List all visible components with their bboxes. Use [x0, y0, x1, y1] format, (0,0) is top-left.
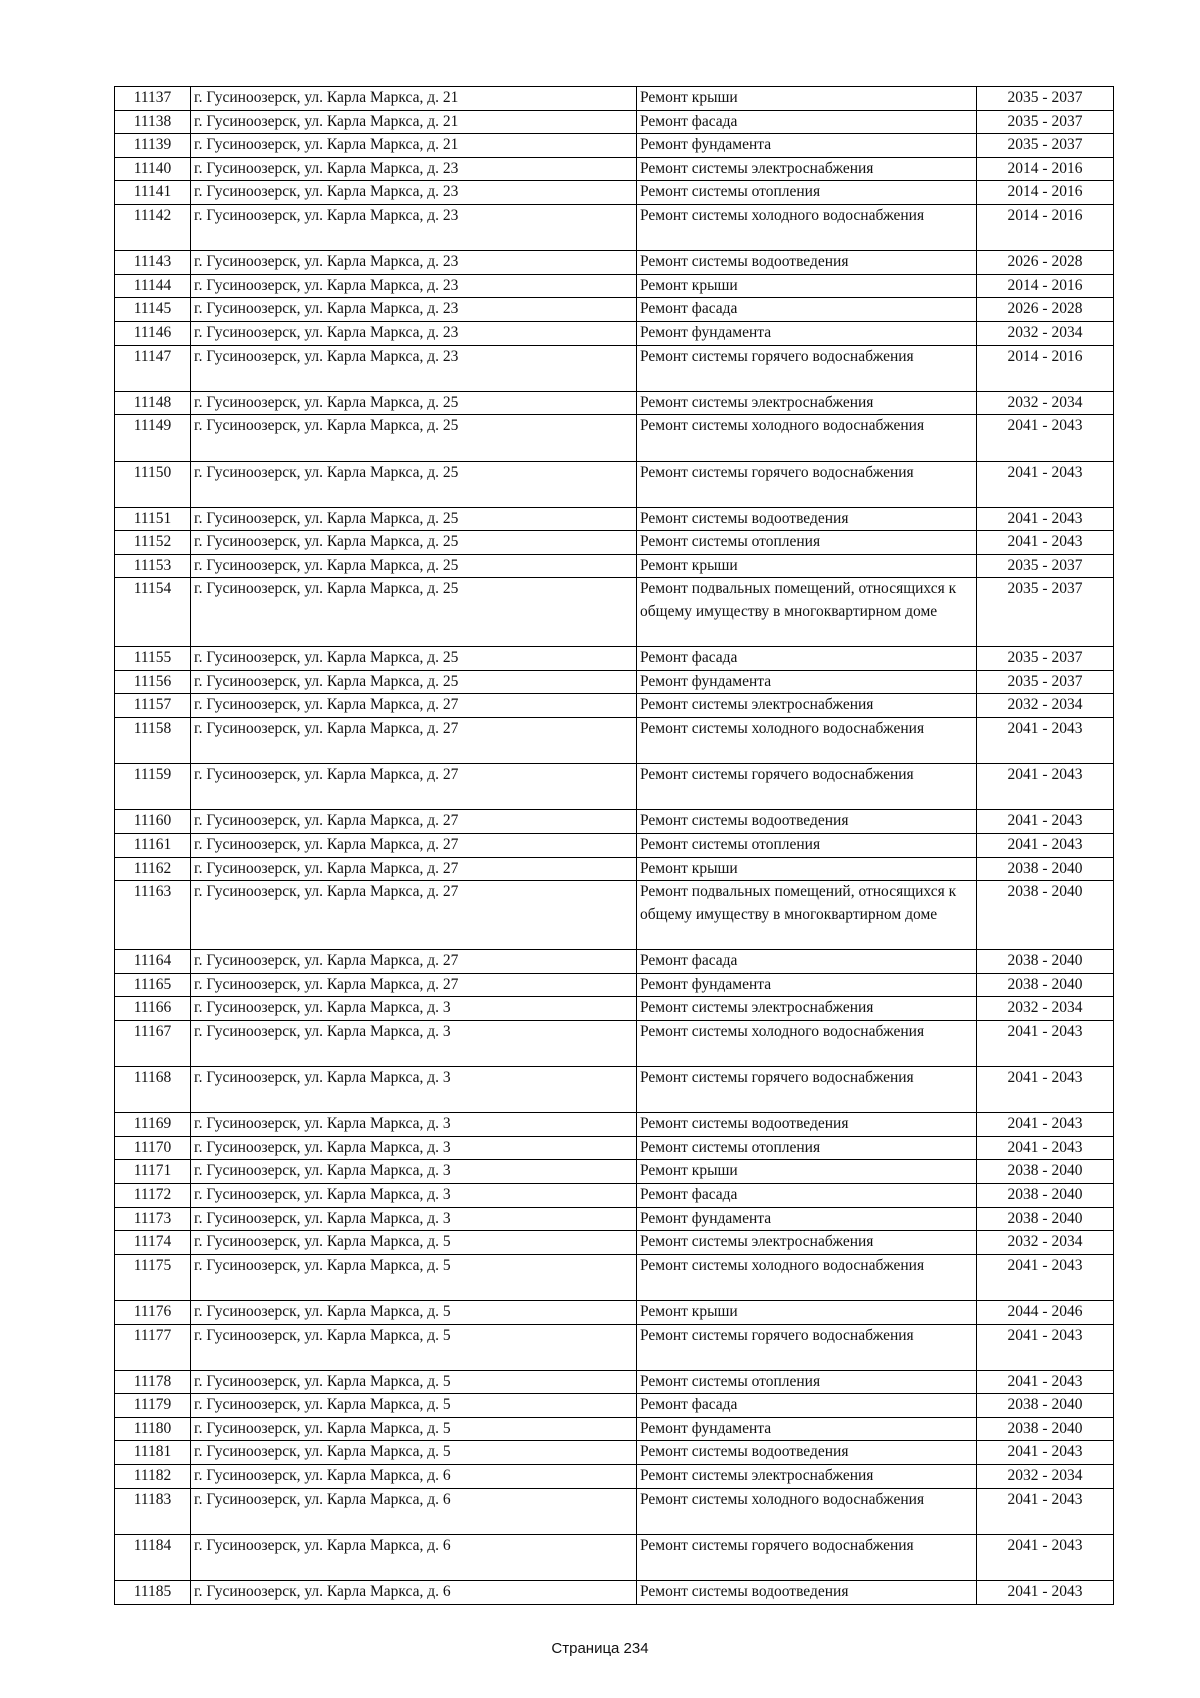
table-row: [115, 1300, 1114, 1324]
row-work-type: Ремонт системы отопления: [637, 1136, 977, 1160]
row-period: 2038 - 2040: [977, 857, 1114, 881]
row-period: 2041 - 2043: [977, 1370, 1114, 1394]
row-number: 11140: [115, 157, 191, 181]
row-period: 2041 - 2043: [977, 1581, 1114, 1605]
row-number: 11167: [115, 1020, 191, 1066]
row-period: 2032 - 2034: [977, 1465, 1114, 1489]
row-number: 11183: [115, 1488, 191, 1534]
row-address: г. Гусиноозерск, ул. Карла Маркса, д. 23: [191, 204, 637, 250]
table-row: [115, 578, 1114, 647]
row-address: г. Гусиноозерск, ул. Карла Маркса, д. 25: [191, 461, 637, 507]
table-row: [115, 1417, 1114, 1441]
row-number: 11154: [115, 578, 191, 647]
row-address: г. Гусиноозерск, ул. Карла Маркса, д. 25: [191, 415, 637, 461]
row-work-type: Ремонт системы горячего водоснабжения: [637, 1324, 977, 1370]
row-work-type: Ремонт системы электроснабжения: [637, 157, 977, 181]
row-number: 11138: [115, 110, 191, 134]
row-number: 11146: [115, 321, 191, 345]
row-address: г. Гусиноозерск, ул. Карла Маркса, д. 21: [191, 110, 637, 134]
row-number: 11166: [115, 997, 191, 1021]
row-address: г. Гусиноозерск, ул. Карла Маркса, д. 3: [191, 1183, 637, 1207]
row-period: 2041 - 2043: [977, 718, 1114, 764]
row-number: 11174: [115, 1231, 191, 1255]
row-work-type: Ремонт системы отопления: [637, 531, 977, 555]
row-period: 2032 - 2034: [977, 1231, 1114, 1255]
row-address: г. Гусиноозерск, ул. Карла Маркса, д. 27: [191, 764, 637, 810]
row-work-type: Ремонт системы водоотведения: [637, 1113, 977, 1137]
row-work-type: Ремонт фасада: [637, 647, 977, 671]
row-number: 11153: [115, 554, 191, 578]
row-number: 11139: [115, 134, 191, 158]
row-address: г. Гусиноозерск, ул. Карла Маркса, д. 23: [191, 181, 637, 205]
row-address: г. Гусиноозерск, ул. Карла Маркса, д. 5: [191, 1394, 637, 1418]
row-address: г. Гусиноозерск, ул. Карла Маркса, д. 27: [191, 834, 637, 858]
row-work-type: Ремонт системы электроснабжения: [637, 1465, 977, 1489]
row-work-type: Ремонт фундамента: [637, 670, 977, 694]
row-address: г. Гусиноозерск, ул. Карла Маркса, д. 27: [191, 881, 637, 950]
row-period: 2026 - 2028: [977, 251, 1114, 275]
table-row: [115, 810, 1114, 834]
row-address: г. Гусиноозерск, ул. Карла Маркса, д. 3: [191, 1066, 637, 1112]
row-period: 2041 - 2043: [977, 1534, 1114, 1580]
table-row: [115, 204, 1114, 250]
row-address: г. Гусиноозерск, ул. Карла Маркса, д. 27: [191, 694, 637, 718]
row-number: 11137: [115, 87, 191, 111]
row-period: 2032 - 2034: [977, 997, 1114, 1021]
row-address: г. Гусиноозерск, ул. Карла Маркса, д. 25: [191, 554, 637, 578]
table-row: [115, 345, 1114, 391]
table-row: [115, 1581, 1114, 1605]
row-number: 11169: [115, 1113, 191, 1137]
table-row: [115, 1324, 1114, 1370]
row-work-type: Ремонт системы горячего водоснабжения: [637, 461, 977, 507]
row-work-type: Ремонт системы горячего водоснабжения: [637, 764, 977, 810]
table-row: [115, 134, 1114, 158]
row-number: 11141: [115, 181, 191, 205]
table-row: [115, 321, 1114, 345]
row-period: 2038 - 2040: [977, 973, 1114, 997]
row-period: 2026 - 2028: [977, 298, 1114, 322]
row-period: 2035 - 2037: [977, 647, 1114, 671]
table-row: [115, 1136, 1114, 1160]
row-address: г. Гусиноозерск, ул. Карла Маркса, д. 23: [191, 251, 637, 275]
row-work-type: Ремонт системы горячего водоснабжения: [637, 1066, 977, 1112]
row-work-type: Ремонт системы отопления: [637, 1370, 977, 1394]
table-row: [115, 251, 1114, 275]
row-number: 11158: [115, 718, 191, 764]
row-period: 2041 - 2043: [977, 764, 1114, 810]
row-work-type: Ремонт подвальных помещений, относящихся к общему имуществу в многоквартирном доме: [637, 881, 977, 950]
row-address: г. Гусиноозерск, ул. Карла Маркса, д. 25: [191, 507, 637, 531]
table-row: [115, 415, 1114, 461]
row-number: 11145: [115, 298, 191, 322]
row-number: 11149: [115, 415, 191, 461]
table-row: [115, 298, 1114, 322]
row-work-type: Ремонт системы водоотведения: [637, 1581, 977, 1605]
row-work-type: Ремонт крыши: [637, 554, 977, 578]
row-period: 2041 - 2043: [977, 1113, 1114, 1137]
row-address: г. Гусиноозерск, ул. Карла Маркса, д. 21: [191, 87, 637, 111]
row-address: г. Гусиноозерск, ул. Карла Маркса, д. 6: [191, 1488, 637, 1534]
row-address: г. Гусиноозерск, ул. Карла Маркса, д. 25: [191, 391, 637, 415]
table-row: [115, 1370, 1114, 1394]
table-row: [115, 1465, 1114, 1489]
row-work-type: Ремонт крыши: [637, 87, 977, 111]
row-period: 2035 - 2037: [977, 554, 1114, 578]
table-row: [115, 997, 1114, 1021]
row-period: 2041 - 2043: [977, 507, 1114, 531]
row-period: 2041 - 2043: [977, 415, 1114, 461]
row-work-type: Ремонт системы холодного водоснабжения: [637, 1254, 977, 1300]
row-period: 2041 - 2043: [977, 810, 1114, 834]
table-row: [115, 950, 1114, 974]
row-work-type: Ремонт системы электроснабжения: [637, 694, 977, 718]
row-number: 11181: [115, 1441, 191, 1465]
row-number: 11150: [115, 461, 191, 507]
row-period: 2038 - 2040: [977, 1417, 1114, 1441]
table-row: [115, 1394, 1114, 1418]
table-row: [115, 764, 1114, 810]
row-period: 2038 - 2040: [977, 950, 1114, 974]
row-work-type: Ремонт крыши: [637, 1160, 977, 1184]
row-period: 2035 - 2037: [977, 134, 1114, 158]
row-work-type: Ремонт системы водоотведения: [637, 1441, 977, 1465]
row-period: 2044 - 2046: [977, 1300, 1114, 1324]
table-row: [115, 87, 1114, 111]
row-period: 2014 - 2016: [977, 181, 1114, 205]
row-address: г. Гусиноозерск, ул. Карла Маркса, д. 25: [191, 670, 637, 694]
row-period: 2014 - 2016: [977, 204, 1114, 250]
row-number: 11164: [115, 950, 191, 974]
row-work-type: Ремонт фундамента: [637, 321, 977, 345]
row-number: 11148: [115, 391, 191, 415]
row-number: 11176: [115, 1300, 191, 1324]
row-period: 2041 - 2043: [977, 1488, 1114, 1534]
table-row: [115, 718, 1114, 764]
row-address: г. Гусиноозерск, ул. Карла Маркса, д. 27: [191, 950, 637, 974]
row-number: 11171: [115, 1160, 191, 1184]
row-work-type: Ремонт фундамента: [637, 134, 977, 158]
row-period: 2035 - 2037: [977, 87, 1114, 111]
row-address: г. Гусиноозерск, ул. Карла Маркса, д. 27: [191, 810, 637, 834]
row-work-type: Ремонт фундамента: [637, 973, 977, 997]
table-row: [115, 461, 1114, 507]
row-address: г. Гусиноозерск, ул. Карла Маркса, д. 3: [191, 1020, 637, 1066]
table-row: [115, 1441, 1114, 1465]
row-work-type: Ремонт системы холодного водоснабжения: [637, 204, 977, 250]
row-work-type: Ремонт системы отопления: [637, 181, 977, 205]
row-address: г. Гусиноозерск, ул. Карла Маркса, д. 5: [191, 1441, 637, 1465]
table-row: [115, 181, 1114, 205]
row-number: 11161: [115, 834, 191, 858]
table-row: [115, 531, 1114, 555]
row-number: 11172: [115, 1183, 191, 1207]
table-row: [115, 1254, 1114, 1300]
table-row: [115, 554, 1114, 578]
row-work-type: Ремонт системы водоотведения: [637, 507, 977, 531]
row-period: 2014 - 2016: [977, 274, 1114, 298]
row-period: 2035 - 2037: [977, 670, 1114, 694]
row-period: 2041 - 2043: [977, 834, 1114, 858]
row-address: г. Гусиноозерск, ул. Карла Маркса, д. 3: [191, 1207, 637, 1231]
row-address: г. Гусиноозерск, ул. Карла Маркса, д. 3: [191, 1113, 637, 1137]
table-row: [115, 157, 1114, 181]
row-period: 2041 - 2043: [977, 1324, 1114, 1370]
row-number: 11175: [115, 1254, 191, 1300]
row-number: 11143: [115, 251, 191, 275]
row-address: г. Гусиноозерск, ул. Карла Маркса, д. 23: [191, 345, 637, 391]
row-work-type: Ремонт системы холодного водоснабжения: [637, 1488, 977, 1534]
row-address: г. Гусиноозерск, ул. Карла Маркса, д. 5: [191, 1370, 637, 1394]
row-work-type: Ремонт фасада: [637, 1394, 977, 1418]
table-body: [115, 87, 1114, 1605]
row-period: 2014 - 2016: [977, 157, 1114, 181]
row-work-type: Ремонт системы горячего водоснабжения: [637, 1534, 977, 1580]
table-row: [115, 1113, 1114, 1137]
table-row: [115, 973, 1114, 997]
row-address: г. Гусиноозерск, ул. Карла Маркса, д. 21: [191, 134, 637, 158]
row-number: 11144: [115, 274, 191, 298]
row-number: 11168: [115, 1066, 191, 1112]
row-number: 11156: [115, 670, 191, 694]
row-number: 11170: [115, 1136, 191, 1160]
table-row: [115, 834, 1114, 858]
row-work-type: Ремонт фундамента: [637, 1207, 977, 1231]
row-period: 2038 - 2040: [977, 881, 1114, 950]
row-period: 2038 - 2040: [977, 1394, 1114, 1418]
row-work-type: Ремонт фундамента: [637, 1417, 977, 1441]
row-number: 11180: [115, 1417, 191, 1441]
row-address: г. Гусиноозерск, ул. Карла Маркса, д. 25: [191, 647, 637, 671]
row-period: 2041 - 2043: [977, 1066, 1114, 1112]
row-work-type: Ремонт подвальных помещений, относящихся к общему имуществу в многоквартирном доме: [637, 578, 977, 647]
table-row: [115, 1231, 1114, 1255]
row-number: 11142: [115, 204, 191, 250]
row-work-type: Ремонт системы горячего водоснабжения: [637, 345, 977, 391]
row-number: 11152: [115, 531, 191, 555]
row-number: 11185: [115, 1581, 191, 1605]
table-row: [115, 1066, 1114, 1112]
row-address: г. Гусиноозерск, ул. Карла Маркса, д. 25: [191, 531, 637, 555]
table-row: [115, 670, 1114, 694]
row-address: г. Гусиноозерск, ул. Карла Маркса, д. 5: [191, 1300, 637, 1324]
row-period: 2038 - 2040: [977, 1183, 1114, 1207]
table-row: [115, 857, 1114, 881]
row-number: 11157: [115, 694, 191, 718]
table-row: [115, 1020, 1114, 1066]
row-address: г. Гусиноозерск, ул. Карла Маркса, д. 23: [191, 157, 637, 181]
table-row: [115, 1488, 1114, 1534]
row-work-type: Ремонт крыши: [637, 857, 977, 881]
row-number: 11155: [115, 647, 191, 671]
row-period: 2035 - 2037: [977, 110, 1114, 134]
row-period: 2038 - 2040: [977, 1207, 1114, 1231]
row-period: 2014 - 2016: [977, 345, 1114, 391]
row-address: г. Гусиноозерск, ул. Карла Маркса, д. 6: [191, 1581, 637, 1605]
row-period: 2035 - 2037: [977, 578, 1114, 647]
row-number: 11177: [115, 1324, 191, 1370]
row-period: 2032 - 2034: [977, 391, 1114, 415]
row-address: г. Гусиноозерск, ул. Карла Маркса, д. 27: [191, 973, 637, 997]
table-row: [115, 647, 1114, 671]
row-number: 11147: [115, 345, 191, 391]
row-work-type: Ремонт крыши: [637, 274, 977, 298]
table-row: [115, 1160, 1114, 1184]
row-period: 2041 - 2043: [977, 1254, 1114, 1300]
row-period: 2041 - 2043: [977, 1020, 1114, 1066]
row-address: г. Гусиноозерск, ул. Карла Маркса, д. 6: [191, 1534, 637, 1580]
table-row: [115, 694, 1114, 718]
row-address: г. Гусиноозерск, ул. Карла Маркса, д. 6: [191, 1465, 637, 1489]
row-period: 2038 - 2040: [977, 1160, 1114, 1184]
row-address: г. Гусиноозерск, ул. Карла Маркса, д. 27: [191, 718, 637, 764]
row-address: г. Гусиноозерск, ул. Карла Маркса, д. 3: [191, 1136, 637, 1160]
row-number: 11184: [115, 1534, 191, 1580]
row-number: 11163: [115, 881, 191, 950]
row-number: 11179: [115, 1394, 191, 1418]
row-work-type: Ремонт системы холодного водоснабжения: [637, 718, 977, 764]
row-work-type: Ремонт системы водоотведения: [637, 251, 977, 275]
row-work-type: Ремонт системы водоотведения: [637, 810, 977, 834]
row-number: 11160: [115, 810, 191, 834]
table-row: [115, 881, 1114, 950]
row-period: 2041 - 2043: [977, 531, 1114, 555]
row-work-type: Ремонт фасада: [637, 950, 977, 974]
row-work-type: Ремонт системы холодного водоснабжения: [637, 415, 977, 461]
row-address: г. Гусиноозерск, ул. Карла Маркса, д. 25: [191, 578, 637, 647]
row-address: г. Гусиноозерск, ул. Карла Маркса, д. 5: [191, 1231, 637, 1255]
row-address: г. Гусиноозерск, ул. Карла Маркса, д. 23: [191, 298, 637, 322]
row-work-type: Ремонт системы электроснабжения: [637, 391, 977, 415]
row-address: г. Гусиноозерск, ул. Карла Маркса, д. 23: [191, 321, 637, 345]
table-row: [115, 1534, 1114, 1580]
row-number: 11151: [115, 507, 191, 531]
row-period: 2041 - 2043: [977, 461, 1114, 507]
row-work-type: Ремонт фасада: [637, 1183, 977, 1207]
row-work-type: Ремонт крыши: [637, 1300, 977, 1324]
table-row: [115, 274, 1114, 298]
row-work-type: Ремонт фасада: [637, 110, 977, 134]
repair-schedule-table: [114, 86, 1114, 1605]
row-work-type: Ремонт системы отопления: [637, 834, 977, 858]
row-address: г. Гусиноозерск, ул. Карла Маркса, д. 3: [191, 997, 637, 1021]
page-number: Страница 234: [551, 1640, 649, 1657]
row-address: г. Гусиноозерск, ул. Карла Маркса, д. 5: [191, 1324, 637, 1370]
row-period: 2032 - 2034: [977, 321, 1114, 345]
row-number: 11182: [115, 1465, 191, 1489]
row-work-type: Ремонт системы электроснабжения: [637, 1231, 977, 1255]
row-number: 11159: [115, 764, 191, 810]
row-period: 2041 - 2043: [977, 1136, 1114, 1160]
table-row: [115, 1207, 1114, 1231]
table-row: [115, 507, 1114, 531]
row-work-type: Ремонт системы электроснабжения: [637, 997, 977, 1021]
row-address: г. Гусиноозерск, ул. Карла Маркса, д. 5: [191, 1254, 637, 1300]
row-address: г. Гусиноозерск, ул. Карла Маркса, д. 23: [191, 274, 637, 298]
row-period: 2032 - 2034: [977, 694, 1114, 718]
table-row: [115, 110, 1114, 134]
table-row: [115, 391, 1114, 415]
row-address: г. Гусиноозерск, ул. Карла Маркса, д. 3: [191, 1160, 637, 1184]
row-number: 11173: [115, 1207, 191, 1231]
row-number: 11178: [115, 1370, 191, 1394]
row-period: 2041 - 2043: [977, 1441, 1114, 1465]
row-number: 11162: [115, 857, 191, 881]
row-address: г. Гусиноозерск, ул. Карла Маркса, д. 27: [191, 857, 637, 881]
row-work-type: Ремонт фасада: [637, 298, 977, 322]
table-row: [115, 1183, 1114, 1207]
row-address: г. Гусиноозерск, ул. Карла Маркса, д. 5: [191, 1417, 637, 1441]
row-work-type: Ремонт системы холодного водоснабжения: [637, 1020, 977, 1066]
row-number: 11165: [115, 973, 191, 997]
